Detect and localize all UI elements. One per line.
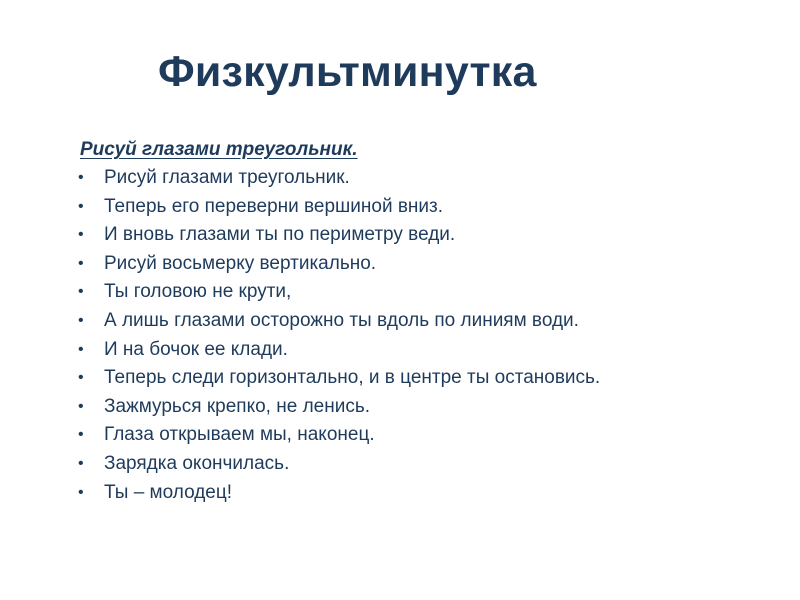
- bullet-dot-icon: •: [78, 283, 84, 301]
- bullet-text: Рисуй восьмерку вертикально.: [104, 252, 377, 274]
- bullet-text: Теперь его переверни вершиной вниз.: [104, 195, 444, 217]
- bullet-dot-icon: •: [78, 197, 84, 215]
- bullet-item: [78, 421, 600, 450]
- bullet-item: [78, 250, 600, 279]
- bullet-item: [78, 193, 600, 222]
- bullet-text: А лишь глазами осторожно ты вдоль по линиям води.: [104, 309, 579, 331]
- bullet-text: И вновь глазами ты по периметру веди.: [104, 224, 456, 246]
- bullet-item: [78, 336, 600, 365]
- bullet-item: [78, 393, 600, 422]
- bullet-text: И на бочок ее клади.: [104, 338, 288, 360]
- bullet-text: Глаза открываем мы, наконец.: [104, 424, 375, 446]
- bullet-text: Зарядка окончилась.: [104, 452, 290, 474]
- bullet-dot-icon: •: [78, 169, 84, 186]
- bullet-text: Зажмурься крепко, не ленись.: [104, 395, 371, 417]
- bullet-dot-icon: •: [78, 454, 84, 472]
- bullet-dot-icon: •: [78, 254, 84, 272]
- slide-title: Физкультминутка: [158, 48, 537, 96]
- bullet-text: Ты головою не крути,: [104, 281, 292, 303]
- bullet-dot-icon: •: [78, 483, 84, 501]
- bullet-dot-icon: •: [78, 311, 84, 329]
- bullet-item: [78, 479, 600, 508]
- bullet-list: [78, 164, 600, 507]
- bullet-item: [78, 450, 600, 479]
- slide-subtitle: Рисуй глазами треугольник.: [80, 139, 358, 160]
- bullet-text: Ты – молодец!: [104, 481, 233, 503]
- bullet-item: [78, 278, 600, 307]
- bullet-dot-icon: •: [78, 226, 84, 244]
- bullet-dot-icon: •: [78, 426, 84, 444]
- bullet-item: [78, 364, 600, 393]
- bullet-dot-icon: •: [78, 397, 84, 415]
- bullet-dot-icon: •: [78, 369, 84, 387]
- bullet-item: [78, 164, 600, 193]
- bullet-item: [78, 221, 600, 250]
- bullet-text: Теперь следи горизонтально, и в центре ты остановись.: [104, 367, 601, 389]
- bullet-item: [78, 307, 600, 336]
- bullet-dot-icon: •: [78, 340, 84, 358]
- bullet-text: Рисуй глазами треугольник.: [104, 167, 350, 188]
